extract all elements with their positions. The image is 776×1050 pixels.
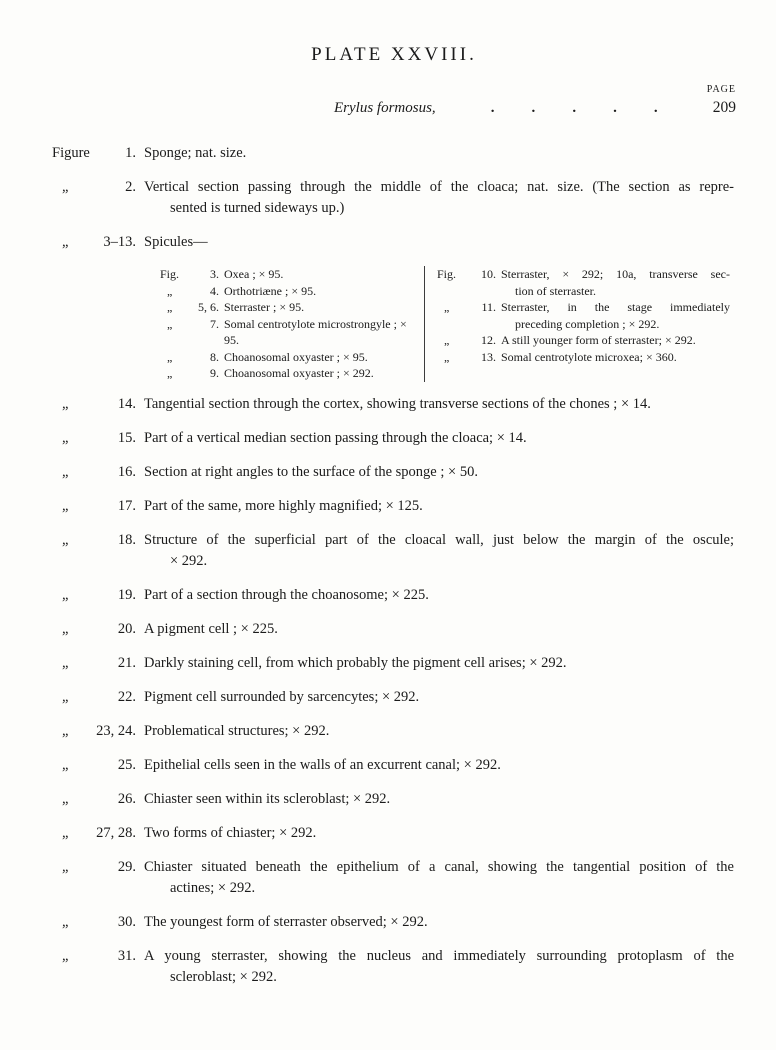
entry-number: 16. — [117, 463, 136, 480]
spicule-number: 11. — [481, 300, 496, 314]
spicule-text — [224, 266, 418, 283]
spicule-label: „ — [444, 333, 450, 347]
entry-label: „ — [62, 429, 69, 446]
leader-dot: . — [572, 100, 577, 116]
entry-text — [144, 619, 736, 640]
spicule-label: Fig. — [437, 267, 457, 281]
entry-line: Vertical section passing through the middle of the cloaca; nat. size. (The section as repre- — [144, 179, 734, 195]
entry-number: 22. — [117, 688, 136, 705]
spicule-line: Choanosomal oxyaster ; × 292. — [224, 366, 374, 380]
entry-number: 19. — [117, 586, 136, 603]
figure-entry — [52, 177, 736, 219]
entry-number: 14. — [117, 395, 136, 412]
figure-entry — [52, 823, 736, 844]
figure-entry — [52, 687, 736, 708]
entry-label: „ — [62, 947, 69, 964]
entry-label: „ — [62, 463, 69, 480]
entry-text — [144, 177, 736, 219]
figure-entry — [52, 721, 736, 742]
spicule-text — [224, 299, 418, 316]
figure-entry — [52, 912, 736, 933]
spicule-number: 10. — [481, 267, 496, 281]
entry-label: Figure — [52, 145, 90, 161]
spicule-label: Fig. — [160, 267, 180, 281]
entry-number: 3–13. — [103, 234, 136, 250]
entry-text — [144, 232, 736, 253]
page-column-heading: PAGE — [706, 84, 736, 95]
spicule-text — [501, 266, 730, 299]
entry-text — [144, 789, 736, 810]
spicule-text — [501, 299, 730, 332]
figure-entry — [52, 232, 736, 253]
figure-list — [52, 143, 736, 988]
entry-text — [144, 428, 736, 449]
entry-line: A young sterraster, showing the nucleus and immediately surrounding protoplasm of the — [144, 947, 734, 964]
entry-number: 31. — [117, 947, 136, 964]
spicule-text — [224, 316, 418, 349]
spicule-line: Choanosomal oxyaster ; × 95. — [224, 349, 368, 364]
figure-entry — [52, 462, 736, 483]
spicule-label: „ — [444, 300, 450, 314]
entry-label: „ — [62, 654, 69, 671]
entry-line: Two forms of chiaster; × 292. — [144, 824, 317, 841]
figure-entry — [52, 530, 736, 572]
spicule-label: „ — [167, 283, 173, 298]
figure-entry — [52, 143, 736, 164]
spicule-entry — [160, 365, 418, 382]
entry-text — [144, 755, 736, 776]
entry-text — [144, 653, 736, 674]
entry-label: „ — [62, 722, 69, 739]
spicule-entry — [160, 316, 418, 349]
entry-label: „ — [62, 234, 69, 250]
spicule-number: 5, 6. — [198, 300, 219, 314]
entry-text — [144, 394, 736, 415]
entry-text — [144, 143, 736, 164]
entry-label: „ — [62, 913, 69, 930]
entry-line: Tangential section through the cortex, showing transverse sections of the chones ; × 14. — [144, 395, 651, 412]
entry-text — [144, 857, 736, 899]
spicule-label: „ — [167, 316, 173, 331]
entry-line: sented is turned sideways up.) — [170, 200, 345, 216]
spicule-text — [224, 349, 418, 366]
plate-title: PLATE XXVIII. — [311, 44, 477, 65]
leader-dot: . — [531, 100, 536, 116]
entry-number: 18. — [117, 531, 136, 548]
spicule-entry — [437, 299, 730, 332]
entry-text — [144, 496, 736, 517]
entry-label: „ — [62, 620, 69, 637]
species-row — [52, 99, 736, 117]
spicule-number: 13. — [481, 349, 496, 364]
figure-entry — [52, 428, 736, 449]
entry-label: „ — [62, 395, 69, 412]
spicule-line: Somal centrotylote microxea; × 360. — [501, 349, 677, 364]
entry-line: Pigment cell surrounded by sarcencytes; × 292. — [144, 688, 420, 705]
entry-label: „ — [62, 858, 69, 875]
entry-line: Part of a vertical median section passing through the cloaca; × 14. — [144, 429, 527, 446]
spicule-line: preceding completion ; × 292. — [515, 316, 660, 331]
entry-text — [144, 585, 736, 606]
leader-dot: . — [613, 100, 617, 116]
species-name: Erylus formosus, — [334, 100, 436, 116]
spicule-text — [501, 332, 730, 349]
entry-line: Section at right angles to the surface of the sponge ; × 50. — [144, 463, 478, 480]
entry-number: 30. — [117, 913, 136, 930]
spicule-text — [224, 365, 418, 382]
spicule-column-right — [424, 266, 736, 382]
figure-entry — [52, 857, 736, 899]
spicule-column-left — [160, 266, 424, 382]
figure-entry — [52, 755, 736, 776]
entry-line: Problematical structures; × 292. — [144, 722, 330, 739]
entry-number: 26. — [117, 790, 136, 807]
spicule-table — [160, 266, 736, 382]
spicule-line: Sterraster ; × 95. — [224, 300, 305, 314]
spicule-entry — [160, 299, 418, 316]
entry-line: The youngest form of sterraster observed; × 292. — [144, 913, 428, 930]
spicule-line: Sterraster, × 292; 10a, transverse sec- — [501, 267, 730, 281]
entry-line: actines; × 292. — [170, 879, 256, 896]
entry-text — [144, 721, 736, 742]
leader-dot: . — [653, 100, 658, 116]
spicule-number: 12. — [481, 333, 496, 347]
figure-entry — [52, 394, 736, 415]
entry-number: 20. — [117, 620, 136, 637]
entry-line: Chiaster seen within its scleroblast; × 292. — [144, 790, 391, 807]
spicule-label: „ — [167, 349, 173, 364]
entry-number: 2. — [125, 179, 136, 195]
entry-label: „ — [62, 756, 69, 773]
entry-line: Part of a section through the choanosome; × 225. — [144, 586, 429, 603]
spicule-number: 8. — [210, 349, 219, 364]
figure-entry — [52, 946, 736, 988]
entry-label: „ — [62, 688, 69, 705]
entry-text — [144, 823, 736, 844]
entry-text — [144, 530, 736, 572]
entry-label: „ — [62, 586, 69, 603]
entry-label: „ — [62, 531, 69, 548]
entry-line: Chiaster situated beneath the epithelium of a canal, showing the tangential position of the — [144, 858, 734, 875]
figure-entry — [52, 619, 736, 640]
entry-number: 1. — [125, 145, 136, 161]
spicule-number: 4. — [210, 283, 219, 298]
entry-label: „ — [62, 790, 69, 807]
spicule-label: „ — [167, 366, 173, 380]
entry-line: A pigment cell ; × 225. — [144, 620, 278, 637]
spicule-text — [224, 283, 418, 300]
entry-number: 17. — [117, 497, 136, 514]
entry-line: Epithelial cells seen in the walls of an excurrent canal; × 292. — [144, 756, 501, 773]
spicule-line: A still younger form of sterraster; × 292. — [501, 333, 696, 347]
spicule-label: „ — [167, 300, 173, 314]
spicule-entry — [160, 266, 418, 283]
spicule-number: 9. — [210, 366, 219, 380]
entry-line: Structure of the superficial part of the cloacal wall, just below the margin of the oscule; — [144, 531, 734, 548]
spicule-entry — [160, 349, 418, 366]
spicule-line: Somal centrotylote microstrongyle ; × 95. — [224, 316, 407, 347]
entry-label: „ — [62, 497, 69, 514]
entry-text — [144, 462, 736, 483]
spicule-label: „ — [444, 349, 450, 364]
entry-number: 29. — [117, 858, 136, 875]
spicule-entry — [437, 349, 730, 366]
entry-line: Spicules— — [144, 234, 208, 250]
entry-line: Darkly staining cell, from which probably the pigment cell arises; × 292. — [144, 654, 567, 671]
spicule-number: 7. — [210, 316, 219, 331]
figure-entry — [52, 496, 736, 517]
entry-line: Part of the same, more highly magnified; × 125. — [144, 497, 423, 514]
spicule-line: Oxea ; × 95. — [224, 267, 284, 281]
entry-text — [144, 912, 736, 933]
entry-number: 25. — [117, 756, 136, 773]
entry-label: „ — [62, 824, 69, 841]
entry-line: × 292. — [170, 552, 208, 569]
spicule-text — [501, 349, 730, 366]
spicule-number: 3. — [210, 267, 219, 281]
entry-number: 15. — [117, 429, 136, 446]
entry-line: Sponge; nat. size. — [144, 145, 247, 161]
entry-text — [144, 687, 736, 708]
spicule-line: Orthotriæne ; × 95. — [224, 283, 317, 298]
spicule-entry — [437, 332, 730, 349]
entry-number: 27, 28. — [96, 824, 136, 841]
figure-entry — [52, 653, 736, 674]
page-number: 209 — [712, 99, 736, 116]
spicule-entry — [160, 283, 418, 300]
spicule-line: Sterraster, in the stage immediately — [501, 300, 730, 314]
entry-number: 23, 24. — [96, 722, 136, 739]
entry-number: 21. — [117, 654, 136, 671]
entry-line: scleroblast; × 292. — [170, 968, 277, 985]
spicule-entry — [437, 266, 730, 299]
figure-entry — [52, 585, 736, 606]
leader-dots — [436, 100, 713, 117]
figure-entry — [52, 789, 736, 810]
entry-text — [144, 946, 736, 988]
leader-dot: . — [490, 100, 495, 116]
entry-label: „ — [62, 179, 69, 195]
spicule-line: tion of sterraster. — [515, 283, 596, 298]
